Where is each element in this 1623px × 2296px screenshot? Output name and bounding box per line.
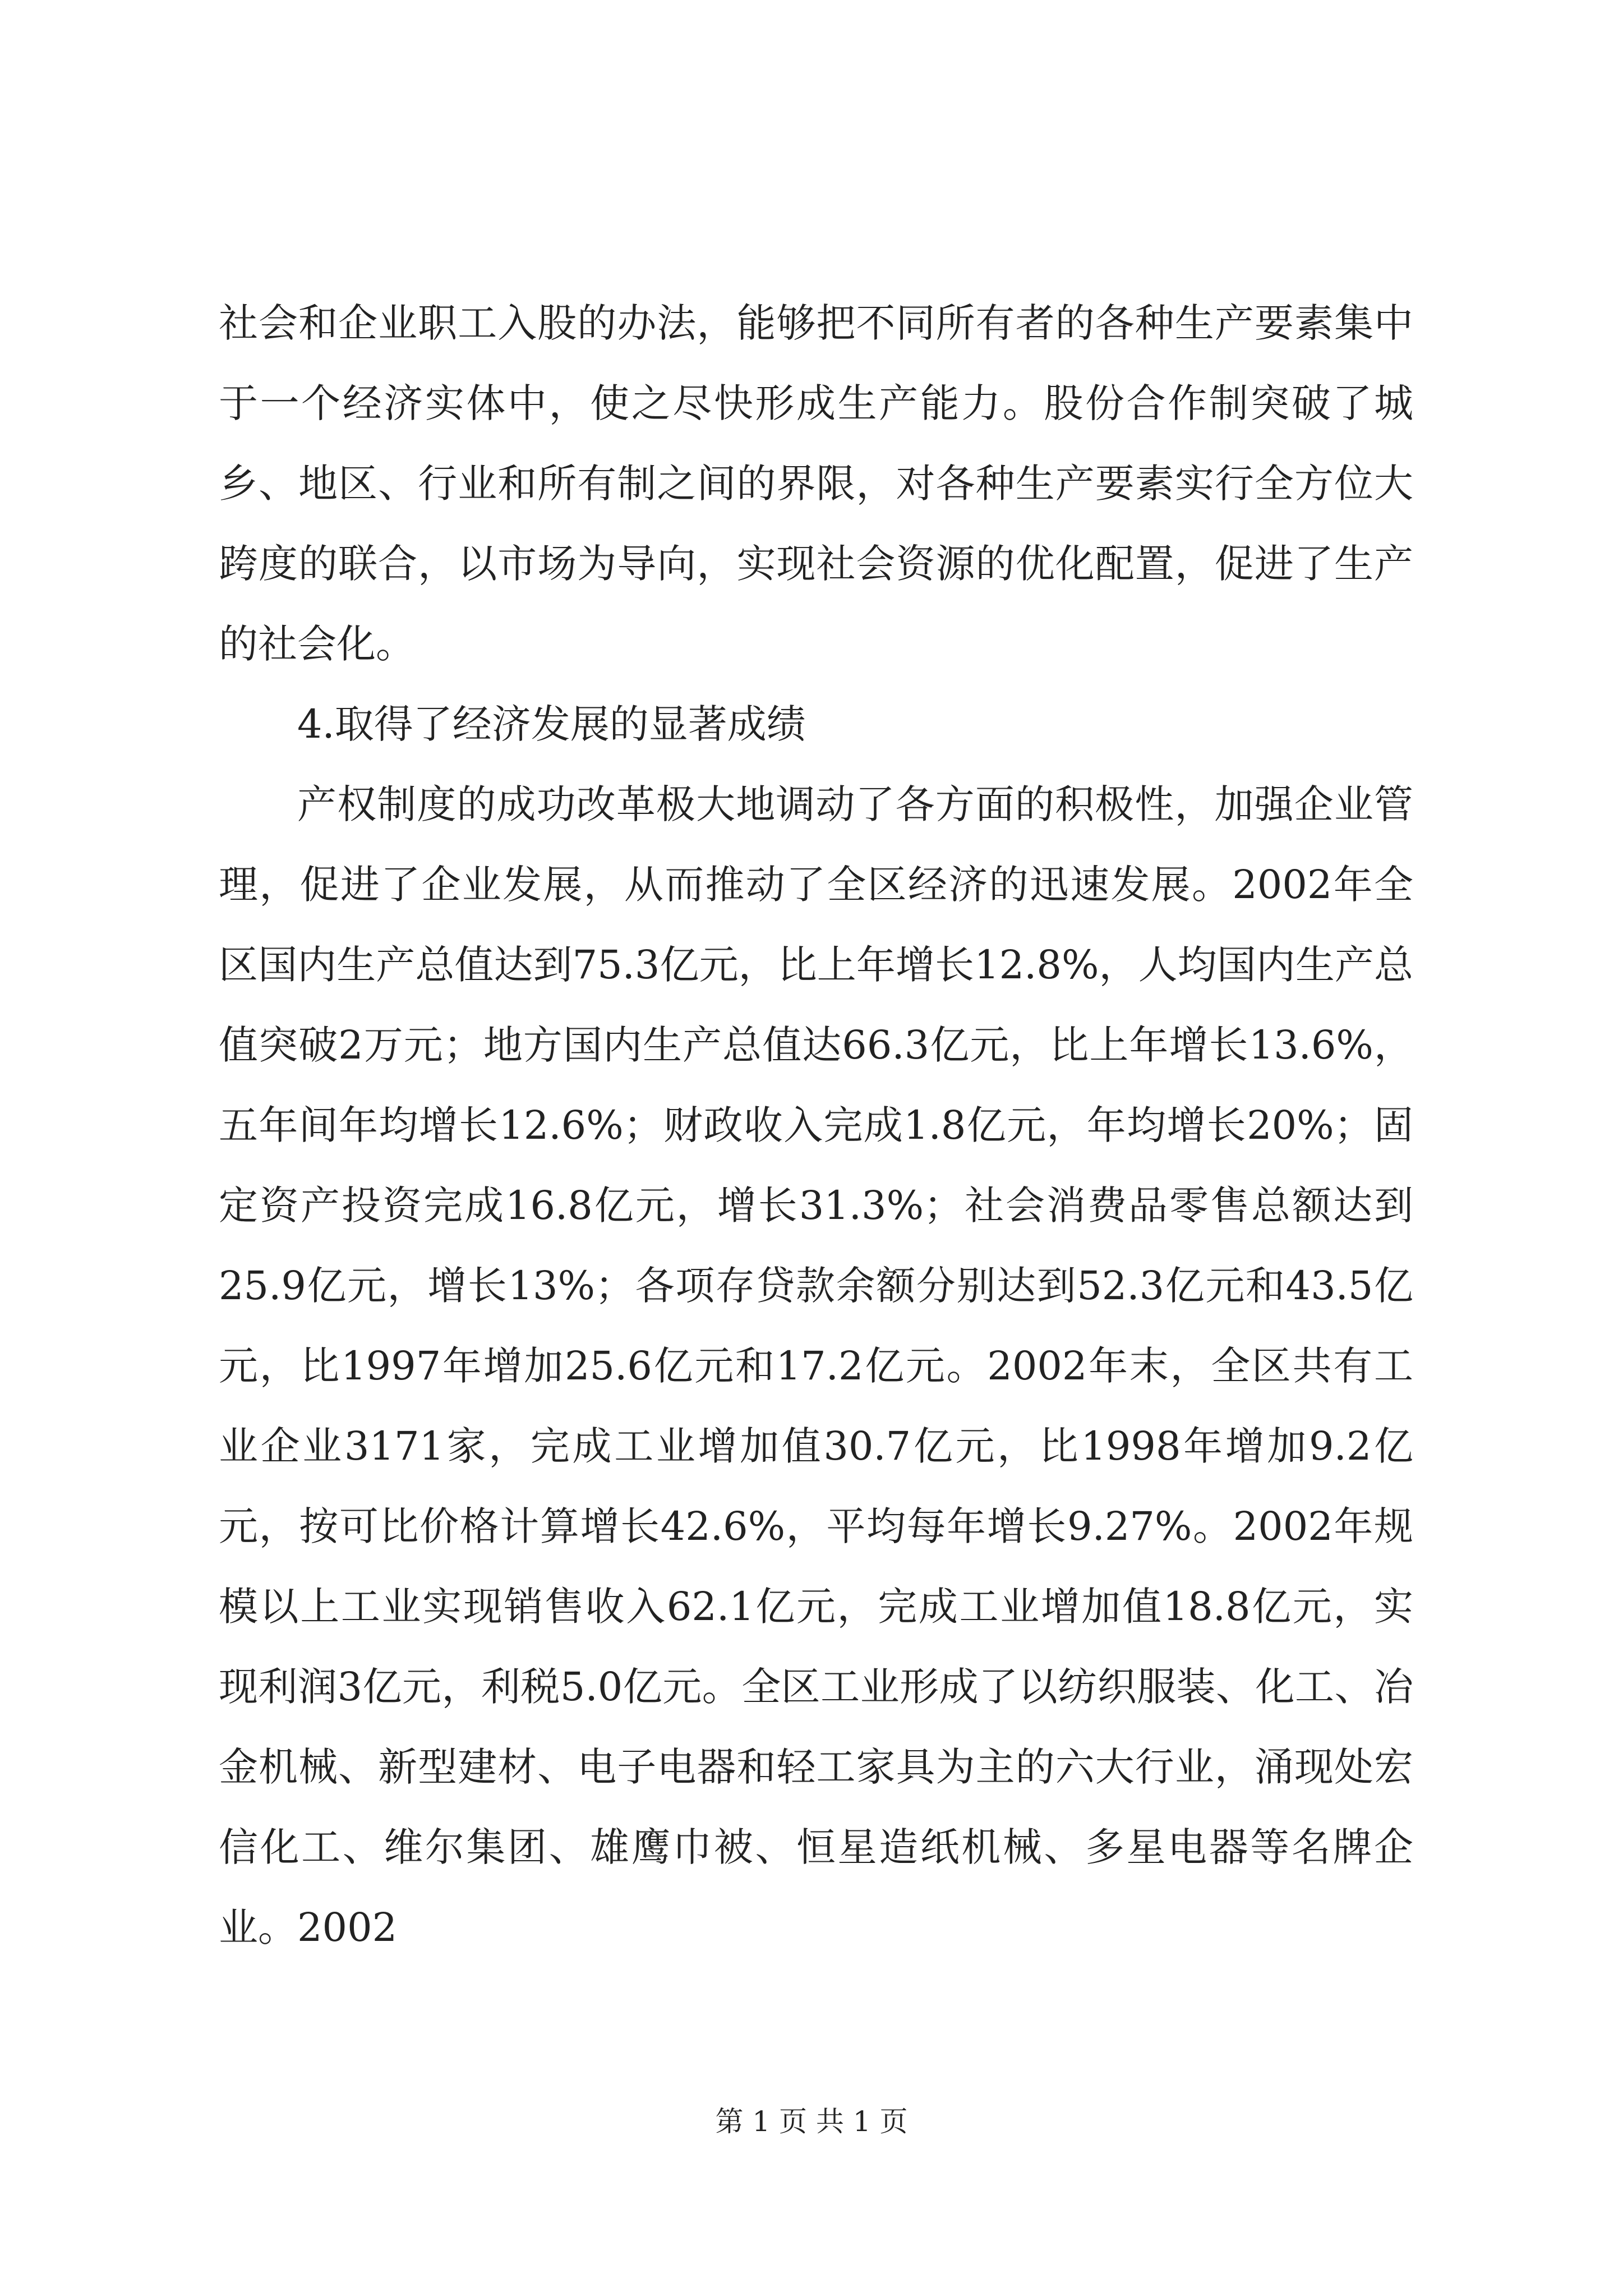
paragraph-economic-achievements: 产权制度的成功改革极大地调动了各方面的积极性，加强企业管理，促进了企业发展，从而推动了全区经济的迅速发展。2002年全区国内生产总值达到75.3亿元，比上年增长12.8%，人均国内生产总值突破2万元；地方国内生产总值达66.3亿元，比上年增长13.6%，五年间年均增长12.6%；财政收入完成1.8亿元，年均增长20%；固定资产投资完成16.8亿元，增长31.3%；社会消费品零售总额达到25.9亿元，增长13%；各项存贷款余额分别达到52.3亿元和43.5亿元，比1997年增加25.6亿元和17.2亿元。2002年末，全区共有工业企业3171家，完成工业增加值30.7亿元，比1998年增加9.2亿元，按可比价格计算增长42.6%，平均每年增长9.27%。2002年规模以上工业实现销售收入62.1亿元，完成工业增加值18.8亿元，实现利润3亿元，利税5.0亿元。全区工业形成了以纺织服装、化工、冶金机械、新型建材、电子电器和轻工家具为主的六大行业，涌现处宏信化工、维尔集团、雄鹰巾被、恒星造纸机械、多星电器等名牌企业。2002 [219, 781, 1413, 1950]
document-body [219, 283, 1413, 1968]
paragraph-shareholding-cooperative: 社会和企业职工入股的办法，能够把不同所有者的各种生产要素集中于一个经济实体中，使之尽快形成生产能力。股份合作制突破了城乡、地区、行业和所有制之间的界限，对各种生产要素实行全方位大跨度的联合，以市场为导向，实现社会资源的优化配置，促进了生产的社会化。 [219, 300, 1413, 667]
section-heading: 4.取得了经济发展的显著成绩 [297, 701, 806, 747]
page-footer: 第 1 页 共 1 页 [715, 2105, 908, 2138]
